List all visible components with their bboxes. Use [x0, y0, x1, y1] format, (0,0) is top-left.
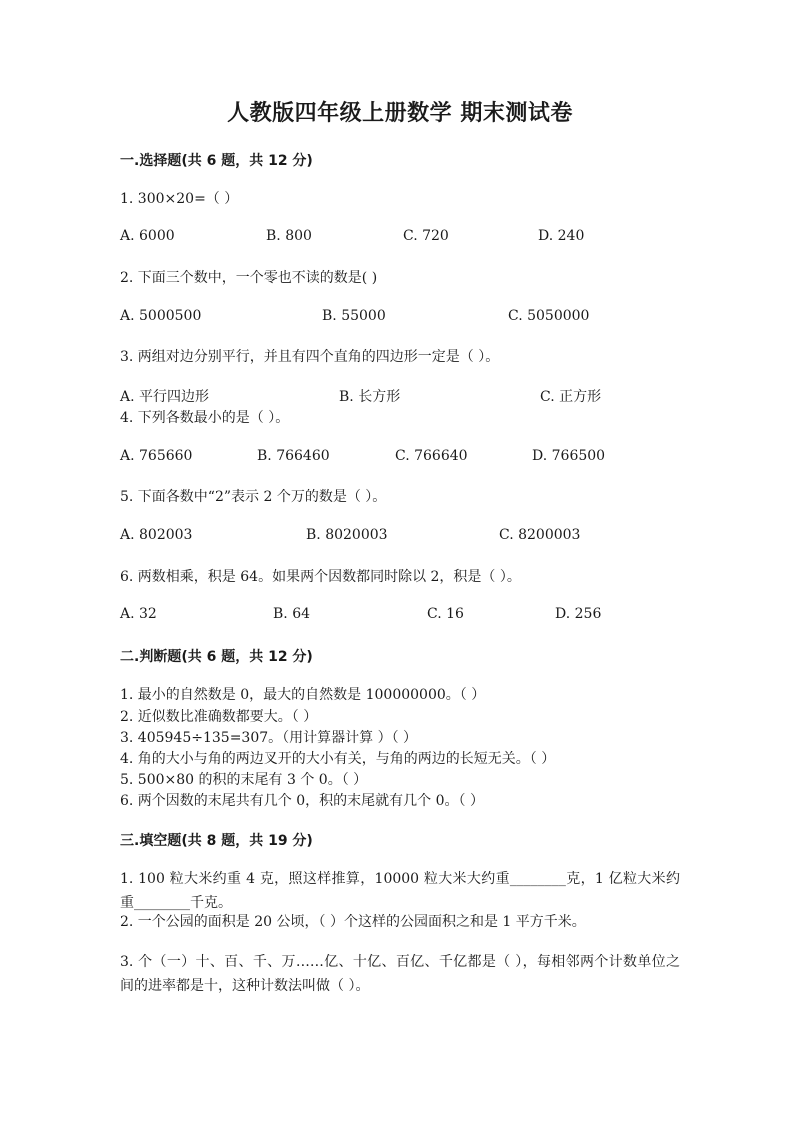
- option-c: C. 8200003: [499, 527, 581, 543]
- judgement-item: 6. 两个因数的末尾共有几个 0，积的末尾就有几个 0。（ ）: [120, 793, 484, 809]
- option-a: A. 32: [120, 606, 157, 622]
- option-c: C. 720: [403, 228, 449, 244]
- option-c: C. 766640: [395, 448, 468, 464]
- section-heading-judgement: 二.判断题(共 6 题，共 12 分): [120, 649, 313, 665]
- fill-item: 1. 100 粒大米约重 4 克，照这样推算，10000 粒大米大约重________克，1 亿粒大米约重________千克。: [120, 871, 680, 911]
- question-text: 5. 下面各数中“2”表示 2 个万的数是（ ）。: [120, 489, 387, 505]
- option-d: D. 240: [538, 228, 585, 244]
- question-text: 2. 下面三个数中，一个零也不读的数是( ): [120, 270, 378, 286]
- option-b: B. 64: [273, 606, 311, 622]
- option-c: C. 16: [427, 606, 464, 622]
- option-a: A. 802003: [120, 527, 193, 543]
- section-heading-choice: 一.选择题(共 6 题，共 12 分): [120, 153, 313, 169]
- fill-item: 3. 个（一）十、百、千、万……亿、十亿、百亿、千亿都是（ ），每相邻两个计数单位之间的进率都是十，这种计数法叫做（ ）。: [120, 954, 680, 994]
- option-b: B. 800: [266, 228, 312, 244]
- option-b: B. 长方形: [339, 389, 401, 405]
- option-c: C. 正方形: [540, 389, 602, 405]
- question-text: 6. 两数相乘，积是 64。如果两个因数都同时除以 2，积是（ ）。: [120, 569, 521, 585]
- question-text: 3. 两组对边分别平行，并且有四个直角的四边形一定是（ ）。: [120, 349, 500, 365]
- judgement-item: 2. 近似数比准确数都要大。（ ）: [120, 709, 318, 725]
- option-b: B. 55000: [322, 308, 386, 324]
- judgement-item: 1. 最小的自然数是 0，最大的自然数是 100000000。（ ）: [120, 687, 486, 703]
- option-d: D. 766500: [532, 448, 606, 464]
- option-a: A. 5000500: [120, 308, 202, 324]
- judgement-item: 3. 405945÷135=307。（用计算器计算 ）（ ）: [120, 730, 418, 746]
- option-b: B. 8020003: [306, 527, 388, 543]
- page-title: 人教版四年级上册数学 期末测试卷: [227, 101, 573, 126]
- option-c: C. 5050000: [508, 308, 590, 324]
- judgement-item: 5. 500×80 的积的末尾有 3 个 0。（ ）: [120, 772, 368, 788]
- section-heading-fill: 三.填空题(共 8 题，共 19 分): [120, 833, 313, 849]
- judgement-item: 4. 角的大小与角的两边叉开的大小有关，与角的两边的长短无关。（ ）: [120, 751, 556, 767]
- option-b: B. 766460: [257, 448, 330, 464]
- option-a: A. 765660: [120, 448, 193, 464]
- fill-item: 2. 一个公园的面积是 20 公顷，（ ）个这样的公园面积之和是 1 平方千米。: [120, 914, 586, 930]
- option-a: A. 平行四边形: [120, 389, 210, 405]
- question-text: 1. 300×20=（ ）: [120, 191, 239, 207]
- question-text: 4. 下列各数最小的是（ ）。: [120, 410, 290, 426]
- option-d: D. 256: [555, 606, 602, 622]
- option-a: A. 6000: [120, 228, 175, 244]
